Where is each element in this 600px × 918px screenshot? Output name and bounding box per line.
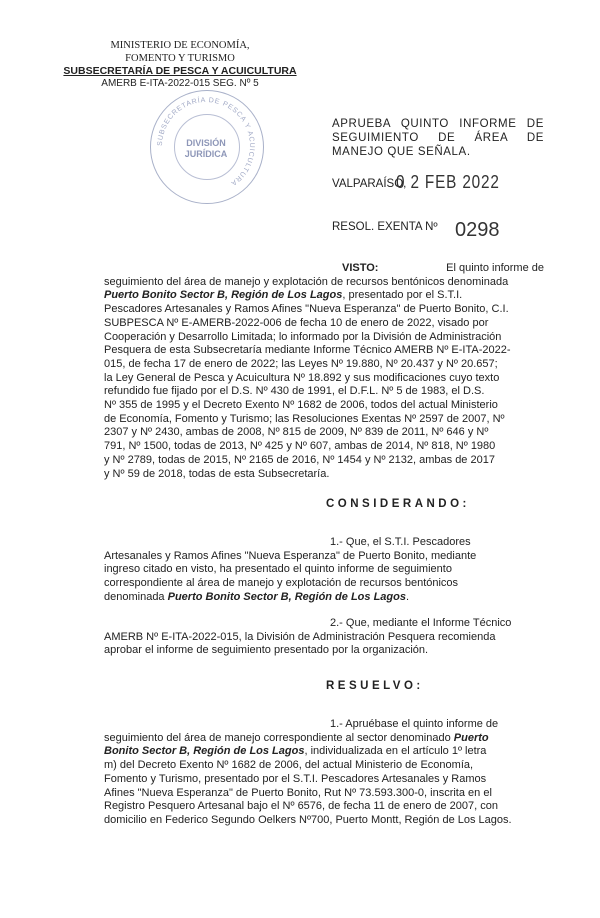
visto-line: Pescadores Artesanales y Ramos Afines "Nueva Esperanza" de Puerto Bonito, C.I.: [104, 303, 509, 316]
visto-line: y Nº 59 de 2018, todas de esta Subsecretaría.: [104, 467, 330, 480]
resuelvo-line: Fomento y Turismo, presentado por el S.T.I. Pescadores Artesanales y Ramos: [104, 772, 487, 785]
visto-line: la Ley General de Pesca y Acuicultura Nº 18.892 y sus modificaciones cuyo texto: [104, 371, 500, 384]
ministry-line-1: MINISTERIO DE ECONOMÍA,: [110, 40, 250, 51]
area-name: Bonito Sector B, Región de Los Lagos: [104, 745, 305, 758]
considerando-line: AMERB Nº E-ITA-2022-015, la División de Administración Pesquera recomienda: [104, 630, 496, 643]
considerando-1: [104, 536, 544, 605]
resuelvo-line: Registro Pesquero Artesanal bajo el Nº 6576, de fecha 11 de enero de 2007, con: [104, 800, 498, 813]
visto-line: seguimiento del área de manejo y explotación de recursos bentónicos denominada: [104, 275, 509, 288]
subsecretaria-line: SUBSECRETARÍA DE PESCA Y ACUICULTURA: [63, 65, 297, 77]
considerando-line: Artesanales y Ramos Afines "Nueva Esperanza" de Puerto Bonito, mediante: [104, 549, 477, 562]
considerando-line: denominada: [104, 590, 168, 603]
reference-code: AMERB E-ITA-2022-015 SEG. Nº 5: [101, 77, 259, 89]
visto-line: refundido fue fijado por el D.S. Nº 430 de 1991, el D.F.L. Nº 5 de 1983, el D.S.: [104, 385, 485, 398]
visto-line: El quinto informe de: [446, 262, 544, 274]
considerando-heading: CONSIDERANDO:: [326, 498, 470, 510]
resolution-subject: APRUEBA QUINTO INFORME DE SEGUIMIENTO DE ÁREA DE MANEJO QUE SEÑALA.: [332, 118, 544, 158]
resuelvo-line: domicilio en Federico Segundo Oelkers Nº700, Puerto Montt, Región de Los Lagos.: [104, 813, 512, 826]
considerando-line: 2.- Que, mediante el Informe Técnico: [330, 617, 512, 629]
area-name: Puerto: [453, 731, 489, 744]
date-stamp: 0 2 FEB 2022: [396, 172, 500, 192]
visto-line: Pesquera de esta Subsecretaría mediante Informe Técnico AMERB Nº E-ITA-2022-: [104, 344, 511, 357]
resolution-label: RESOL. EXENTA Nº: [332, 221, 438, 233]
stamp-label-line-1: DIVISIÓN: [186, 138, 226, 148]
resuelvo-line: seguimiento del área de manejo correspondiente al sector denominado: [104, 731, 454, 744]
visto-label: VISTO:: [342, 262, 379, 274]
stamp-label-line-2: JURÍDICA: [184, 149, 228, 159]
resuelvo-line: Afines "Nueva Esperanza" de Puerto Bonito, Rut Nº 73.593.300-0, inscrita en el: [104, 786, 492, 799]
area-name: Puerto Bonito Sector B, Región de Los Lagos: [104, 289, 343, 302]
considerando-line: 1.- Que, el S.T.I. Pescadores: [330, 536, 471, 548]
visto-section: [104, 262, 544, 481]
visto-line: SUBPESCA Nº E-AMERB-2022-006 de fecha 10 de enero de 2022, visado por: [104, 316, 489, 329]
resuelvo-1: [104, 718, 544, 828]
visto-line: Cooperación y Desarrollo Limitada; lo informado por la División de Administración: [104, 330, 502, 343]
area-name: Puerto Bonito Sector B, Región de Los Lagos: [167, 590, 406, 603]
stamp-ring-label: SUBSECRETARÍA DE PESCA Y ACUICULTURA: [156, 96, 256, 187]
place-label: VALPARAÍSO,: [332, 178, 407, 190]
visto-line: 015, de fecha 17 de enero de 2022; las Leyes Nº 19.880, Nº 20.437 y Nº 20.657;: [104, 357, 498, 370]
visto-line: 791, Nº 1500, todas de 2013, Nº 425 y Nº 607, ambas de 2014, Nº 818, Nº 1980: [104, 440, 496, 453]
resuelvo-line: , individualizada en el artículo 1º letra: [304, 745, 487, 758]
stamp-label: [160, 138, 252, 160]
considerando-line: correspondiente al área de manejo y explotación de recursos bentónicos: [104, 577, 459, 590]
ministry-header: [60, 40, 300, 90]
resuelvo-heading: RESUELVO:: [326, 680, 424, 692]
punctuation: .: [405, 590, 410, 603]
visto-line: Nº 355 de 1995 y el Decreto Exento Nº 1682 de 2006, todos del actual Ministerio: [104, 399, 498, 412]
visto-line: de Economía, Fomento y Turismo; las Resoluciones Exentas Nº 2597 de 2007, Nº: [104, 412, 505, 425]
resuelvo-line: m) del Decreto Exento Nº 1682 de 2006, del actual Ministerio de Economía,: [104, 759, 474, 772]
considerando-line: ingreso citado en visto, ha presentado el quinto informe de seguimiento: [104, 563, 452, 576]
visto-line: y Nº 2789, todas de 2015, Nº 2165 de 2016, Nº 1454 y Nº 2132, ambas de 2017: [104, 453, 495, 466]
resuelvo-line: 1.- Apruébase el quinto informe de: [330, 718, 499, 730]
considerando-2: [104, 617, 544, 658]
visto-line: 2307 y Nº 2430, ambas de 2008, Nº 815 de 2009, Nº 839 de 2011, Nº 646 y Nº: [104, 426, 489, 439]
ministry-line-2: FOMENTO Y TURISMO: [125, 52, 235, 64]
resolution-number: 0298: [455, 219, 500, 241]
visto-line: , presentado por el S.T.I.: [342, 289, 463, 302]
considerando-line: aprobar el informe de seguimiento presentado por la organización.: [104, 644, 429, 657]
